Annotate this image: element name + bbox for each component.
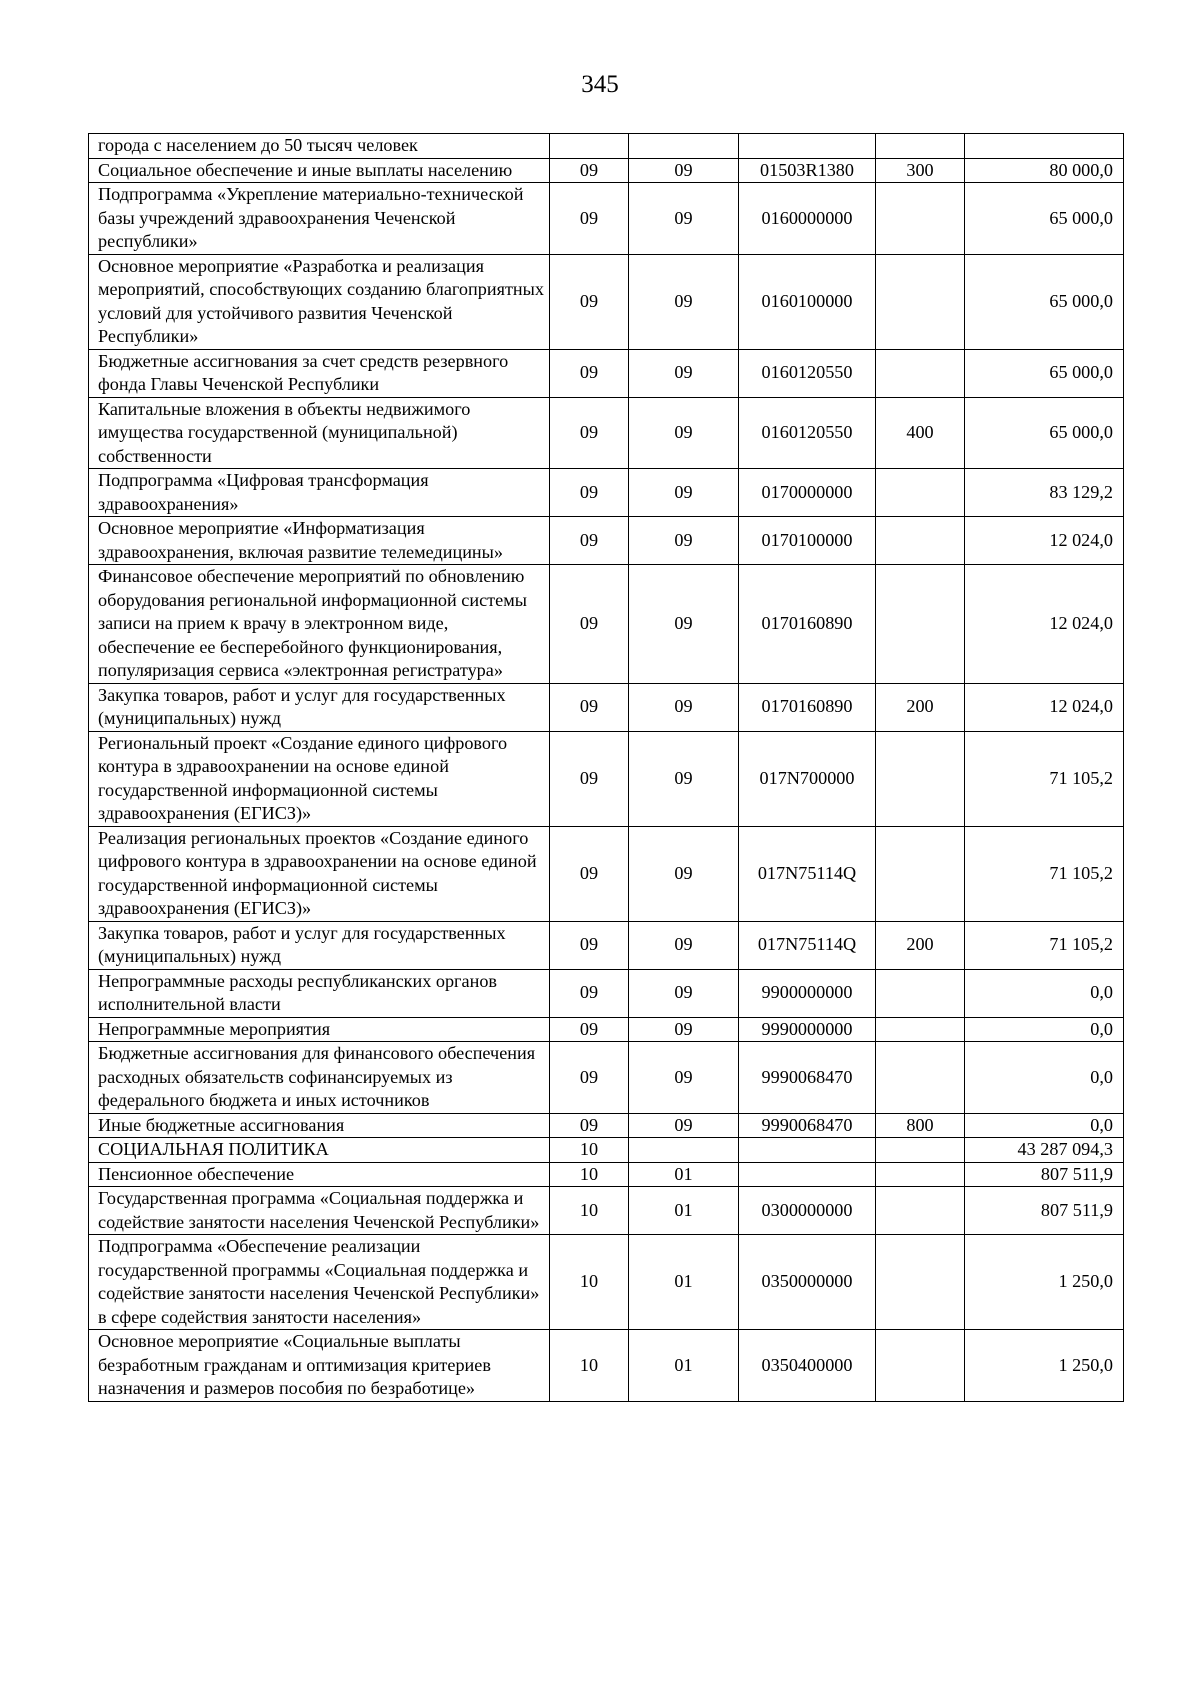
row-target-article: 0170000000 [739, 469, 876, 517]
row-subsection: 09 [629, 158, 739, 183]
table-row [89, 1042, 1124, 1114]
row-target-article: 0350000000 [739, 1235, 876, 1330]
row-amount: 0,0 [965, 1113, 1124, 1138]
table-row [89, 1330, 1124, 1402]
row-target-article: 0170160890 [739, 565, 876, 684]
row-target-article: 9900000000 [739, 969, 876, 1017]
table-row [89, 397, 1124, 469]
table-row [89, 1162, 1124, 1187]
row-subsection: 09 [629, 731, 739, 826]
row-expense-type: 300 [876, 158, 965, 183]
table-row [89, 731, 1124, 826]
row-section: 09 [550, 254, 629, 349]
budget-table [88, 133, 1124, 1402]
row-expense-type [876, 565, 965, 684]
row-subsection: 09 [629, 1042, 739, 1114]
row-section: 09 [550, 1113, 629, 1138]
row-amount: 65 000,0 [965, 349, 1124, 397]
row-amount: 65 000,0 [965, 254, 1124, 349]
row-section: 10 [550, 1187, 629, 1235]
row-amount: 80 000,0 [965, 158, 1124, 183]
row-name: Закупка товаров, работ и услуг для государственных (муниципальных) нужд [89, 683, 550, 731]
row-section: 09 [550, 469, 629, 517]
row-amount: 71 105,2 [965, 731, 1124, 826]
row-subsection [629, 134, 739, 159]
row-name: Закупка товаров, работ и услуг для государственных (муниципальных) нужд [89, 921, 550, 969]
row-target-article: 0160100000 [739, 254, 876, 349]
row-amount: 1 250,0 [965, 1235, 1124, 1330]
table-row [89, 134, 1124, 159]
row-target-article: 0160000000 [739, 183, 876, 255]
row-target-article: 0350400000 [739, 1330, 876, 1402]
row-target-article: 9990068470 [739, 1042, 876, 1114]
row-section: 09 [550, 1017, 629, 1042]
row-amount: 1 250,0 [965, 1330, 1124, 1402]
table-row [89, 517, 1124, 565]
row-name: Пенсионное обеспечение [89, 1162, 550, 1187]
row-subsection: 09 [629, 969, 739, 1017]
table-row [89, 826, 1124, 921]
row-amount: 71 105,2 [965, 921, 1124, 969]
row-amount: 0,0 [965, 1017, 1124, 1042]
row-name: Подпрограмма «Обеспечение реализации государственной программы «Социальная поддержка и содействие занятости населения Чеченской Республики» в сфере содействия занятости населения» [89, 1235, 550, 1330]
row-target-article: 017N75114Q [739, 826, 876, 921]
row-expense-type [876, 1017, 965, 1042]
row-amount: 0,0 [965, 1042, 1124, 1114]
row-expense-type [876, 134, 965, 159]
row-expense-type: 800 [876, 1113, 965, 1138]
table-row [89, 969, 1124, 1017]
row-expense-type: 200 [876, 683, 965, 731]
row-name: Непрограммные расходы республиканских органов исполнительной власти [89, 969, 550, 1017]
table-row [89, 565, 1124, 684]
row-target-article: 017N75114Q [739, 921, 876, 969]
row-target-article: 01503R1380 [739, 158, 876, 183]
row-name: Иные бюджетные ассигнования [89, 1113, 550, 1138]
row-name: Непрограммные мероприятия [89, 1017, 550, 1042]
row-subsection: 09 [629, 1017, 739, 1042]
table-row [89, 1138, 1124, 1163]
row-subsection [629, 1138, 739, 1163]
row-subsection: 09 [629, 397, 739, 469]
row-section: 10 [550, 1138, 629, 1163]
row-target-article: 0170100000 [739, 517, 876, 565]
row-amount: 0,0 [965, 969, 1124, 1017]
row-expense-type [876, 1330, 965, 1402]
table-row [89, 349, 1124, 397]
row-expense-type [876, 1162, 965, 1187]
row-section: 10 [550, 1235, 629, 1330]
row-subsection: 01 [629, 1235, 739, 1330]
table-row [89, 254, 1124, 349]
row-subsection: 09 [629, 1113, 739, 1138]
row-name: Основное мероприятие «Социальные выплаты безработным гражданам и оптимизация критериев назначения и размеров пособия по безработице» [89, 1330, 550, 1402]
row-subsection: 01 [629, 1187, 739, 1235]
row-section: 10 [550, 1162, 629, 1187]
page-number: 345 [581, 71, 619, 98]
row-subsection: 01 [629, 1330, 739, 1402]
row-expense-type [876, 731, 965, 826]
row-target-article: 9990000000 [739, 1017, 876, 1042]
row-amount: 65 000,0 [965, 397, 1124, 469]
row-amount: 83 129,2 [965, 469, 1124, 517]
row-section: 09 [550, 1042, 629, 1114]
row-subsection: 09 [629, 517, 739, 565]
row-subsection: 09 [629, 349, 739, 397]
row-section: 09 [550, 921, 629, 969]
row-amount: 65 000,0 [965, 183, 1124, 255]
row-expense-type: 400 [876, 397, 965, 469]
table-row [89, 158, 1124, 183]
row-expense-type [876, 349, 965, 397]
table-row [89, 1187, 1124, 1235]
table-row [89, 1017, 1124, 1042]
row-target-article: 9990068470 [739, 1113, 876, 1138]
row-subsection: 09 [629, 683, 739, 731]
row-subsection: 09 [629, 183, 739, 255]
row-section: 09 [550, 397, 629, 469]
row-name: Региональный проект «Создание единого цифрового контура в здравоохранении на основе единой государственной информационной системы здравоохранения (ЕГИСЗ)» [89, 731, 550, 826]
table-row [89, 1113, 1124, 1138]
row-expense-type [876, 183, 965, 255]
row-expense-type: 200 [876, 921, 965, 969]
row-amount: 807 511,9 [965, 1162, 1124, 1187]
row-expense-type [876, 826, 965, 921]
row-section: 09 [550, 349, 629, 397]
row-target-article [739, 1138, 876, 1163]
row-subsection: 09 [629, 565, 739, 684]
row-subsection: 09 [629, 254, 739, 349]
row-expense-type [876, 1138, 965, 1163]
row-target-article [739, 134, 876, 159]
row-section: 09 [550, 565, 629, 684]
table-row [89, 469, 1124, 517]
row-expense-type [876, 254, 965, 349]
row-name: Государственная программа «Социальная поддержка и содействие занятости населения Чеченской Республики» [89, 1187, 550, 1235]
row-name: Подпрограмма «Цифровая трансформация здравоохранения» [89, 469, 550, 517]
row-name: Бюджетные ассигнования за счет средств резервного фонда Главы Чеченской Республики [89, 349, 550, 397]
row-expense-type [876, 1235, 965, 1330]
row-section [550, 134, 629, 159]
row-target-article: 0160120550 [739, 397, 876, 469]
row-amount: 12 024,0 [965, 517, 1124, 565]
row-subsection: 09 [629, 826, 739, 921]
row-name: Капитальные вложения в объекты недвижимого имущества государственной (муниципальной) собственности [89, 397, 550, 469]
row-amount: 12 024,0 [965, 683, 1124, 731]
table-row [89, 921, 1124, 969]
row-amount: 43 287 094,3 [965, 1138, 1124, 1163]
row-name: СОЦИАЛЬНАЯ ПОЛИТИКА [89, 1138, 550, 1163]
table-row [89, 183, 1124, 255]
row-name: Основное мероприятие «Разработка и реализация мероприятий, способствующих созданию благоприятных условий для устойчивого развития Чеченской Республики» [89, 254, 550, 349]
row-name: Бюджетные ассигнования для финансового обеспечения расходных обязательств софинансируемых из федерального бюджета и иных источников [89, 1042, 550, 1114]
row-section: 09 [550, 969, 629, 1017]
row-target-article: 0160120550 [739, 349, 876, 397]
row-name: Основное мероприятие «Информатизация здравоохранения, включая развитие телемедицины» [89, 517, 550, 565]
row-expense-type [876, 517, 965, 565]
table-row [89, 683, 1124, 731]
row-expense-type [876, 1187, 965, 1235]
row-target-article: 0170160890 [739, 683, 876, 731]
row-target-article: 017N700000 [739, 731, 876, 826]
row-amount: 807 511,9 [965, 1187, 1124, 1235]
row-amount: 71 105,2 [965, 826, 1124, 921]
row-subsection: 09 [629, 469, 739, 517]
table-row [89, 1235, 1124, 1330]
row-subsection: 01 [629, 1162, 739, 1187]
row-section: 10 [550, 1330, 629, 1402]
row-name: Финансовое обеспечение мероприятий по обновлению оборудования региональной информационной системы записи на прием к врачу в электронном виде, обеспечение ее бесперебойного функционирования, популяризация сервиса «электронная регистратура» [89, 565, 550, 684]
row-section: 09 [550, 517, 629, 565]
row-name: города с населением до 50 тысяч человек [89, 134, 550, 159]
row-name: Реализация региональных проектов «Создание единого цифрового контура в здравоохранении на основе единой государственной информационной системы здравоохранения (ЕГИСЗ)» [89, 826, 550, 921]
row-target-article: 0300000000 [739, 1187, 876, 1235]
row-section: 09 [550, 183, 629, 255]
row-expense-type [876, 1042, 965, 1114]
row-amount [965, 134, 1124, 159]
row-expense-type [876, 469, 965, 517]
row-section: 09 [550, 731, 629, 826]
row-section: 09 [550, 826, 629, 921]
row-target-article [739, 1162, 876, 1187]
row-name: Социальное обеспечение и иные выплаты населению [89, 158, 550, 183]
row-section: 09 [550, 158, 629, 183]
budget-table-body [89, 134, 1124, 1402]
row-expense-type [876, 969, 965, 1017]
row-name: Подпрограмма «Укрепление материально-технической базы учреждений здравоохранения Чеченской республики» [89, 183, 550, 255]
row-amount: 12 024,0 [965, 565, 1124, 684]
row-section: 09 [550, 683, 629, 731]
row-subsection: 09 [629, 921, 739, 969]
